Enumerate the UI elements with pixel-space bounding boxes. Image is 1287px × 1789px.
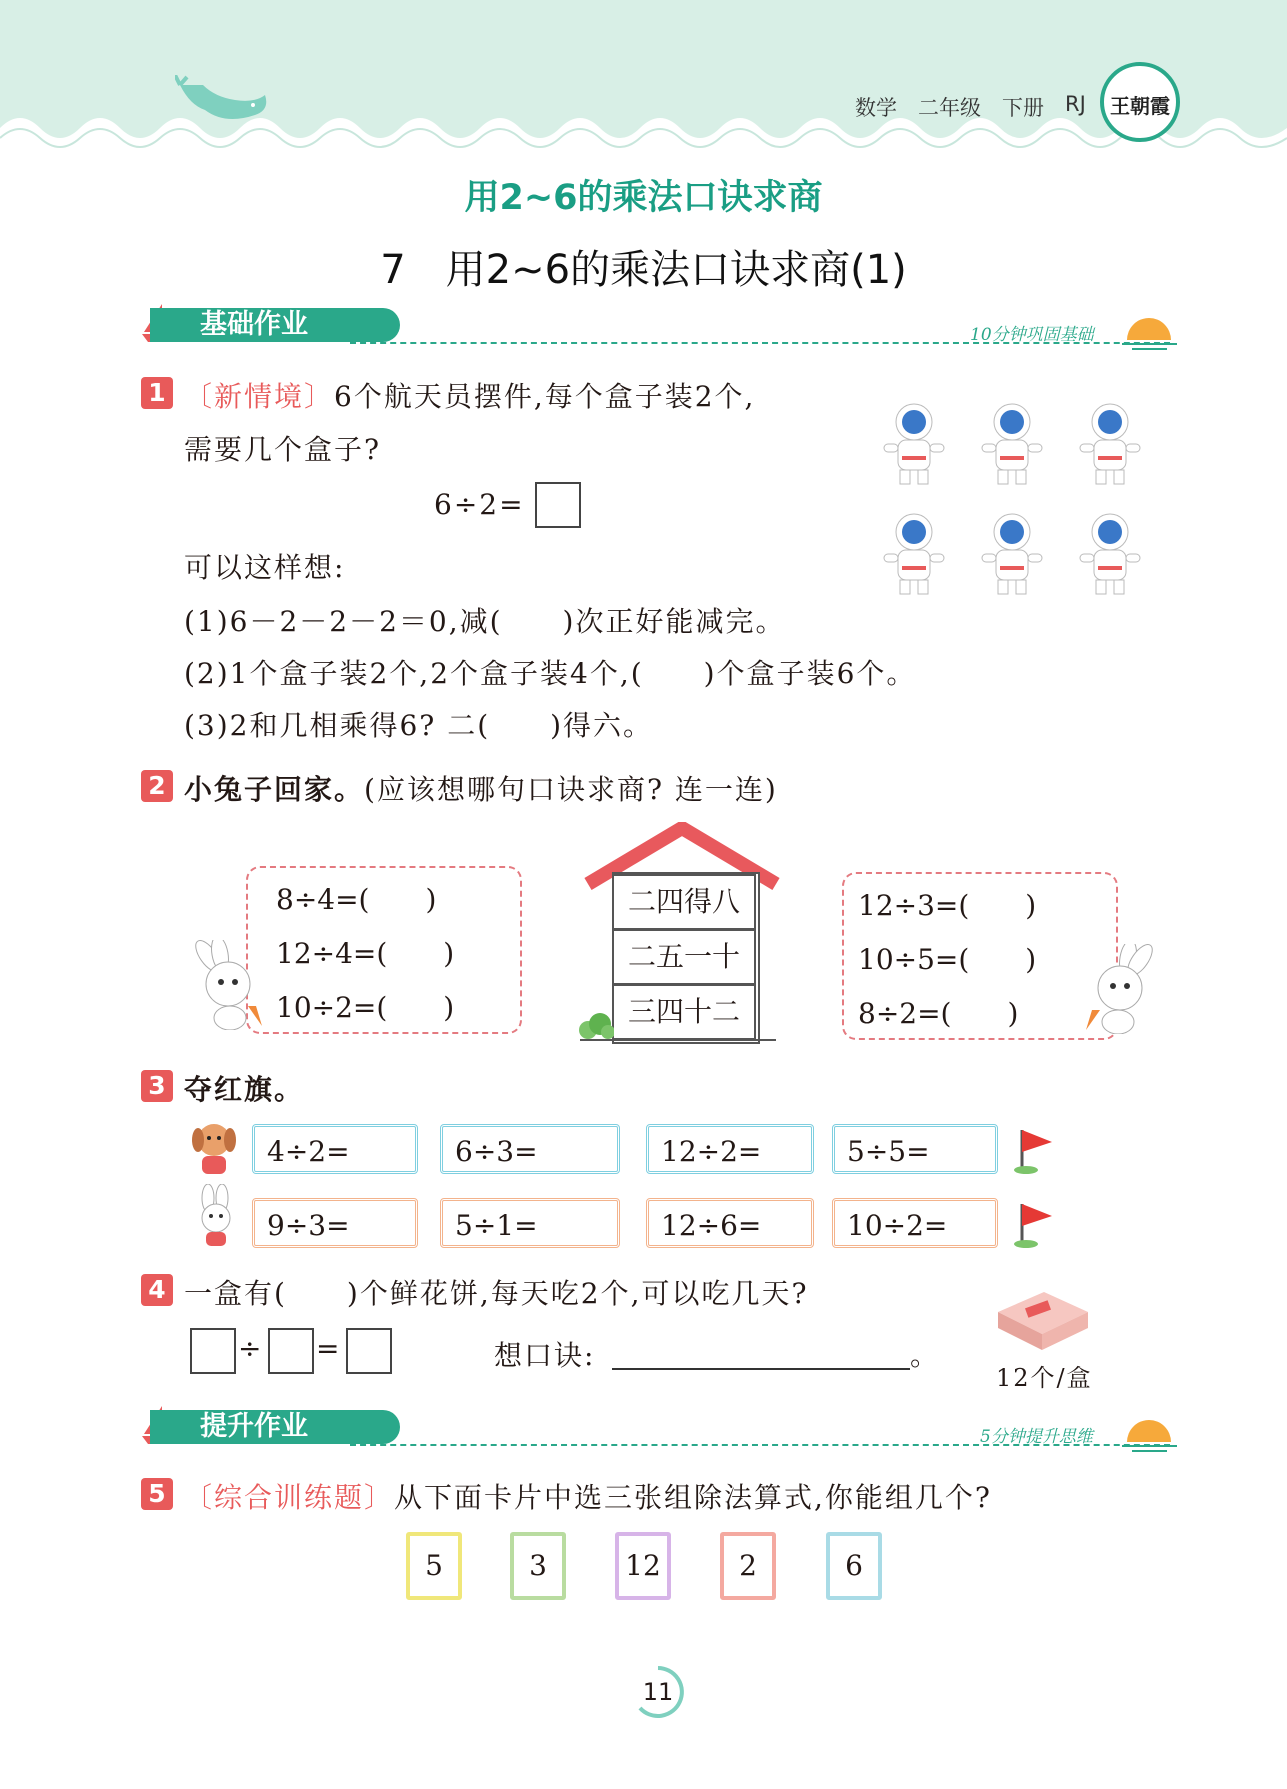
astronaut-icon — [978, 510, 1046, 598]
q4-divide-sign: ÷ — [238, 1332, 264, 1365]
astronaut-icon — [1076, 510, 1144, 598]
dog-icon — [184, 1118, 244, 1180]
q4-dividend-box[interactable] — [190, 1328, 236, 1374]
q4-quotient-box[interactable] — [346, 1328, 392, 1374]
q5-line — [184, 1476, 992, 1516]
grade-label: 二年级 — [918, 96, 981, 120]
left-expr-3: 10÷2=( ) — [276, 991, 455, 1024]
sun-icon — [1122, 1412, 1177, 1454]
brand-name: 王朝霞 — [1110, 94, 1170, 118]
race-box[interactable]: 6÷3= — [440, 1124, 620, 1174]
term-label: 下册 — [1002, 96, 1044, 120]
brand-logo — [1100, 62, 1180, 142]
astronaut-icon — [880, 510, 948, 598]
race-box[interactable]: 5÷5= — [832, 1124, 998, 1174]
section-advanced-label: 提升作业 — [150, 1410, 400, 1444]
number-card[interactable]: 3 — [510, 1532, 566, 1600]
right-expr-1: 12÷3=( ) — [858, 889, 1037, 922]
astronaut-icon — [1076, 400, 1144, 488]
q1-equation: 6÷2= — [434, 488, 525, 521]
race-box[interactable]: 12÷2= — [646, 1124, 814, 1174]
right-expr-3: 8÷2=( ) — [858, 997, 1019, 1030]
q2-title: 小兔子回家。 — [184, 773, 365, 806]
number-card[interactable]: 5 — [406, 1532, 462, 1600]
race-box[interactable]: 5÷1= — [440, 1198, 620, 1248]
race-box[interactable]: 10÷2= — [832, 1198, 998, 1248]
question-number: 2 — [141, 770, 173, 802]
astronaut-icon — [880, 400, 948, 488]
unit-title: 用2~6的乘法口诀求商 — [464, 178, 823, 218]
q5-tag: 〔综合训练题〕 — [184, 1481, 395, 1514]
q1-answer-box[interactable] — [535, 482, 581, 528]
flower-cake-box-icon — [992, 1282, 1092, 1354]
q1-step1: (1)6－2－2－2＝0,减( )次正好能减完。 — [184, 605, 786, 638]
edition-label: RJ — [1065, 92, 1086, 116]
bush-icon — [578, 1012, 614, 1040]
q2-heading — [184, 768, 778, 808]
q1-line1-text: 6个航天员摆件,每个盒子装2个, — [334, 380, 756, 413]
question-number: 1 — [141, 377, 173, 409]
section-advanced-note: 5分钟提升思维 — [980, 1427, 1093, 1447]
q4-think-label: 想口诀: — [494, 1339, 596, 1372]
section-basic-note: 10分钟巩固基础 — [970, 325, 1094, 345]
q3-title: 夺红旗。 — [184, 1073, 305, 1106]
q5-text: 从下面卡片中选三张组除法算式,你能组几个? — [394, 1481, 992, 1514]
question-number: 4 — [141, 1274, 173, 1306]
astronaut-icon — [978, 400, 1046, 488]
number-card[interactable]: 6 — [826, 1532, 882, 1600]
race-box[interactable]: 12÷6= — [646, 1198, 814, 1248]
rabbit-icon — [186, 940, 270, 1030]
rhyme-1: 二四得八 — [612, 874, 756, 930]
race-box[interactable]: 4÷2= — [252, 1124, 418, 1174]
q4-answer-line[interactable] — [612, 1368, 910, 1370]
left-expr-1: 8÷4=( ) — [276, 883, 437, 916]
subject-label: 数学 — [855, 96, 897, 120]
astronaut-figures — [870, 395, 1170, 615]
right-expr-2: 10÷5=( ) — [858, 943, 1037, 976]
q4-divisor-box[interactable] — [268, 1328, 314, 1374]
race-box[interactable]: 9÷3= — [252, 1198, 418, 1248]
q2-hint: (应该想哪句口诀求商? 连一连) — [364, 773, 778, 806]
q4-box-label: 12个/盒 — [996, 1364, 1093, 1392]
q1-line1 — [184, 375, 755, 415]
whale-icon — [175, 75, 275, 130]
rabbit-icon — [190, 1184, 244, 1250]
page-number: 11 — [642, 1678, 674, 1706]
q4-equals-sign: = — [316, 1332, 342, 1365]
sun-icon — [1122, 310, 1177, 352]
q1-step2: (2)1个盒子装2个,2个盒子装4个,( )个盒子装6个。 — [184, 657, 917, 690]
left-expr-2: 12÷4=( ) — [276, 937, 455, 970]
lesson-title: 7 用2~6的乘法口诀求商(1) — [380, 247, 907, 293]
q1-step3: (3)2和几相乘得6? 二( )得六。 — [184, 709, 654, 742]
red-flag-icon — [1012, 1126, 1058, 1176]
section-basic-label: 基础作业 — [150, 308, 400, 342]
q1-line2: 需要几个盒子? — [184, 433, 382, 466]
rabbit-icon — [1078, 944, 1162, 1034]
q1-tag: 〔新情境〕 — [184, 380, 335, 413]
number-card[interactable]: 2 — [720, 1532, 776, 1600]
question-number: 3 — [141, 1070, 173, 1102]
rhyme-3: 三四十二 — [612, 984, 756, 1040]
question-number: 5 — [141, 1478, 173, 1510]
number-card[interactable]: 12 — [615, 1532, 671, 1600]
red-flag-icon — [1012, 1200, 1058, 1250]
rhyme-2: 二五一十 — [612, 929, 756, 985]
q4-period: 。 — [910, 1339, 941, 1372]
q1-think: 可以这样想: — [184, 551, 346, 584]
q4-text: 一盒有( )个鲜花饼,每天吃2个,可以吃几天? — [184, 1277, 809, 1310]
